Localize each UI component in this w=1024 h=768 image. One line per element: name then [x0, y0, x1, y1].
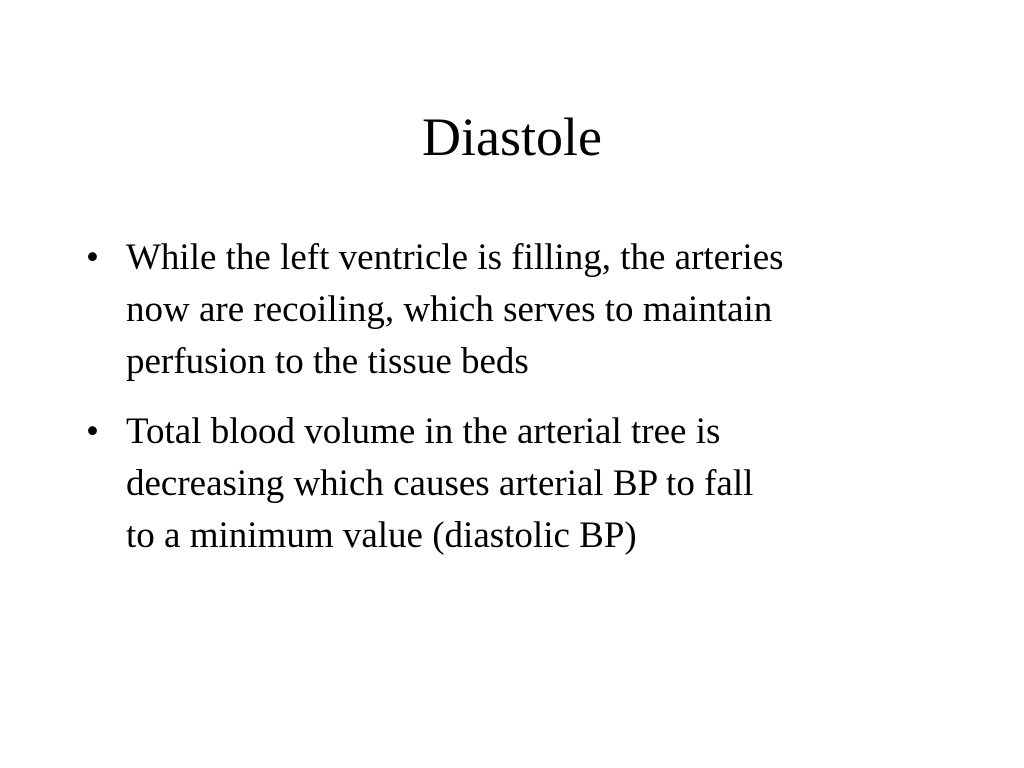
bullet-line: Total blood volume in the arterial tree is [126, 411, 721, 452]
bullet-line: perfusion to the tissue beds [126, 341, 529, 382]
slide-title: Diastole [422, 107, 602, 167]
bullet-item-2 [86, 406, 966, 562]
bullet-list [86, 232, 966, 580]
bullet-line: While the left ventricle is filling, the arteries [126, 237, 784, 278]
bullet-line: now are recoiling, which serves to maintain [126, 289, 773, 330]
bullet-item-1 [86, 232, 966, 388]
bullet-marker: • [86, 411, 99, 452]
bullet-line: to a minimum value (diastolic BP) [126, 515, 637, 556]
bullet-marker: • [86, 237, 99, 278]
bullet-line: decreasing which causes arterial BP to fall [126, 463, 754, 504]
